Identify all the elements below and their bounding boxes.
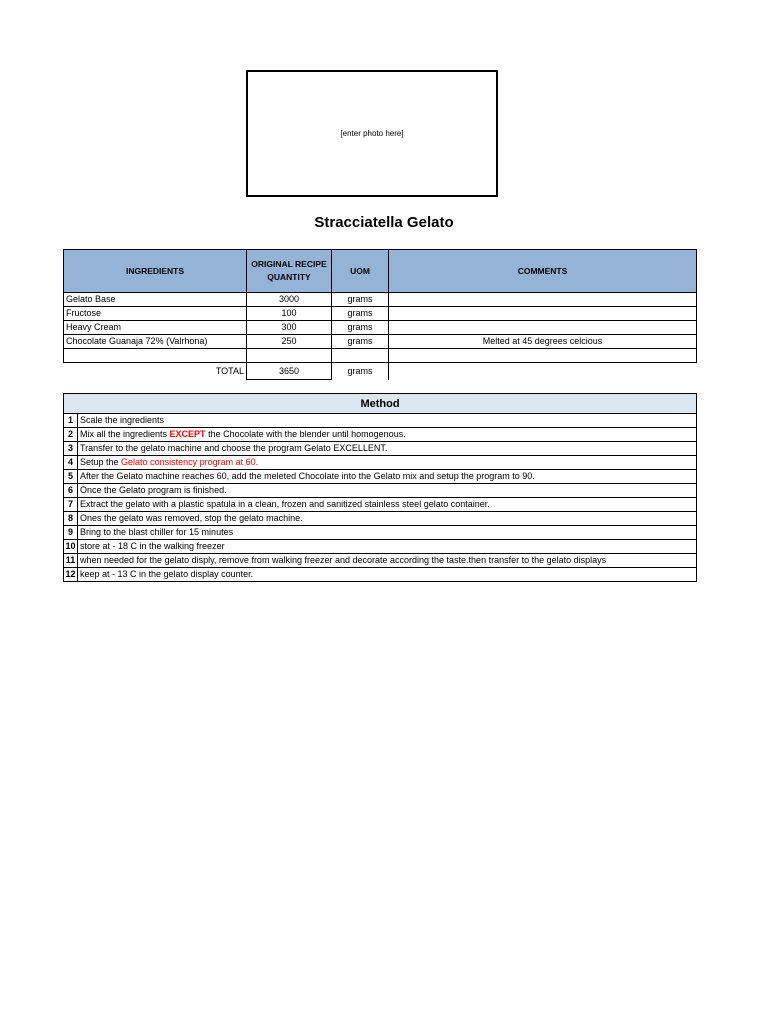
header-quantity-line2: QUANTITY [267, 272, 311, 282]
ingredient-name: Heavy Cream [64, 321, 247, 335]
method-step [64, 442, 697, 456]
ingredient-comment: Melted at 45 degrees celcious [389, 335, 697, 349]
step-text: Once the Gelato program is finished. [78, 484, 697, 498]
table-row [64, 321, 697, 335]
step-number: 5 [64, 470, 78, 484]
method-step [64, 498, 697, 512]
step-text [78, 428, 697, 442]
header-comments: COMMENTS [389, 250, 697, 293]
step-number: 9 [64, 526, 78, 540]
header-uom: UOM [332, 250, 389, 293]
method-step [64, 540, 697, 554]
ingredient-uom: grams [332, 321, 389, 335]
header-quantity-line1: ORIGINAL RECIPE [251, 259, 327, 269]
ingredient-uom: grams [332, 335, 389, 349]
table-row [64, 293, 697, 307]
method-step [64, 568, 697, 582]
total-uom: grams [347, 365, 373, 376]
ingredient-qty: 300 [247, 321, 332, 335]
ingredient-name: Gelato Base [64, 293, 247, 307]
ingredients-table [63, 249, 697, 380]
total-qty: 3650 [247, 363, 332, 380]
recipe-title: Stracciatella Gelato [314, 214, 454, 231]
method-step [64, 484, 697, 498]
header-ingredients: INGREDIENTS [64, 250, 247, 293]
ingredient-uom: grams [332, 293, 389, 307]
step-text [78, 456, 697, 470]
ingredient-qty: 3000 [247, 293, 332, 307]
step-number: 4 [64, 456, 78, 470]
step-text: Bring to the blast chiller for 15 minutes [78, 526, 697, 540]
step-text: store at - 18 C in the walking freezer [78, 540, 697, 554]
step-text-pre: Mix all the ingredients [80, 429, 170, 439]
photo-placeholder [246, 70, 498, 197]
method-header: Method [64, 394, 697, 414]
step-text-post: the Chocolate with the blender until homogenous. [205, 429, 406, 439]
method-step [64, 554, 697, 568]
step-number: 6 [64, 484, 78, 498]
method-step [64, 414, 697, 428]
step-number: 11 [64, 554, 78, 568]
ingredient-qty: 250 [247, 335, 332, 349]
step-number: 10 [64, 540, 78, 554]
step-text: when needed for the gelato disply, remove from walking freezer and decorate according the taste.then transfer to the gelato displays [78, 554, 697, 568]
ingredients-header-row [64, 250, 697, 293]
method-step [64, 512, 697, 526]
step-number: 1 [64, 414, 78, 428]
step-text: Ones the gelato was removed, stop the gelato machine. [78, 512, 697, 526]
photo-placeholder-text: [enter photo here] [340, 129, 404, 138]
method-step [64, 526, 697, 540]
step-number: 2 [64, 428, 78, 442]
empty-cell [247, 349, 332, 363]
step-text-pre: Setup the [80, 457, 122, 467]
step-text: Extract the gelato with a plastic spatula in a clean, frozen and sanitized stainless steel gelato container. [78, 498, 697, 512]
total-spacer [389, 363, 697, 380]
ingredient-uom: grams [332, 307, 389, 321]
step-number: 7 [64, 498, 78, 512]
step-number: 3 [64, 442, 78, 456]
step-number: 8 [64, 512, 78, 526]
total-label: TOTAL [215, 365, 244, 376]
ingredient-qty: 100 [247, 307, 332, 321]
method-table [63, 393, 697, 582]
empty-cell [389, 349, 697, 363]
step-text: keep at - 13 C in the gelato display counter. [78, 568, 697, 582]
header-quantity [247, 250, 332, 293]
table-row [64, 307, 697, 321]
ingredient-comment [389, 307, 697, 321]
empty-cell [332, 349, 389, 363]
step-highlight: Gelato consistency program at 60. [121, 457, 259, 467]
total-row [64, 363, 697, 380]
step-text: Transfer to the gelato machine and choose the program Gelato EXCELLENT. [78, 442, 697, 456]
step-highlight: EXCEPT [169, 429, 206, 439]
method-step [64, 470, 697, 484]
step-number: 12 [64, 568, 78, 582]
empty-cell [64, 349, 247, 363]
step-text: Scale the ingredients [78, 414, 697, 428]
ingredient-comment [389, 321, 697, 335]
table-row [64, 335, 697, 349]
step-text: After the Gelato machine reaches 60, add the meleted Chocolate into the Gelato mix and setup the program to 90. [78, 470, 697, 484]
ingredient-name: Chocolate Guanaja 72% (Valrhona) [64, 335, 247, 349]
ingredient-comment [389, 293, 697, 307]
ingredient-name: Fructose [64, 307, 247, 321]
table-row-empty [64, 349, 697, 363]
method-step [64, 428, 697, 442]
method-step [64, 456, 697, 470]
